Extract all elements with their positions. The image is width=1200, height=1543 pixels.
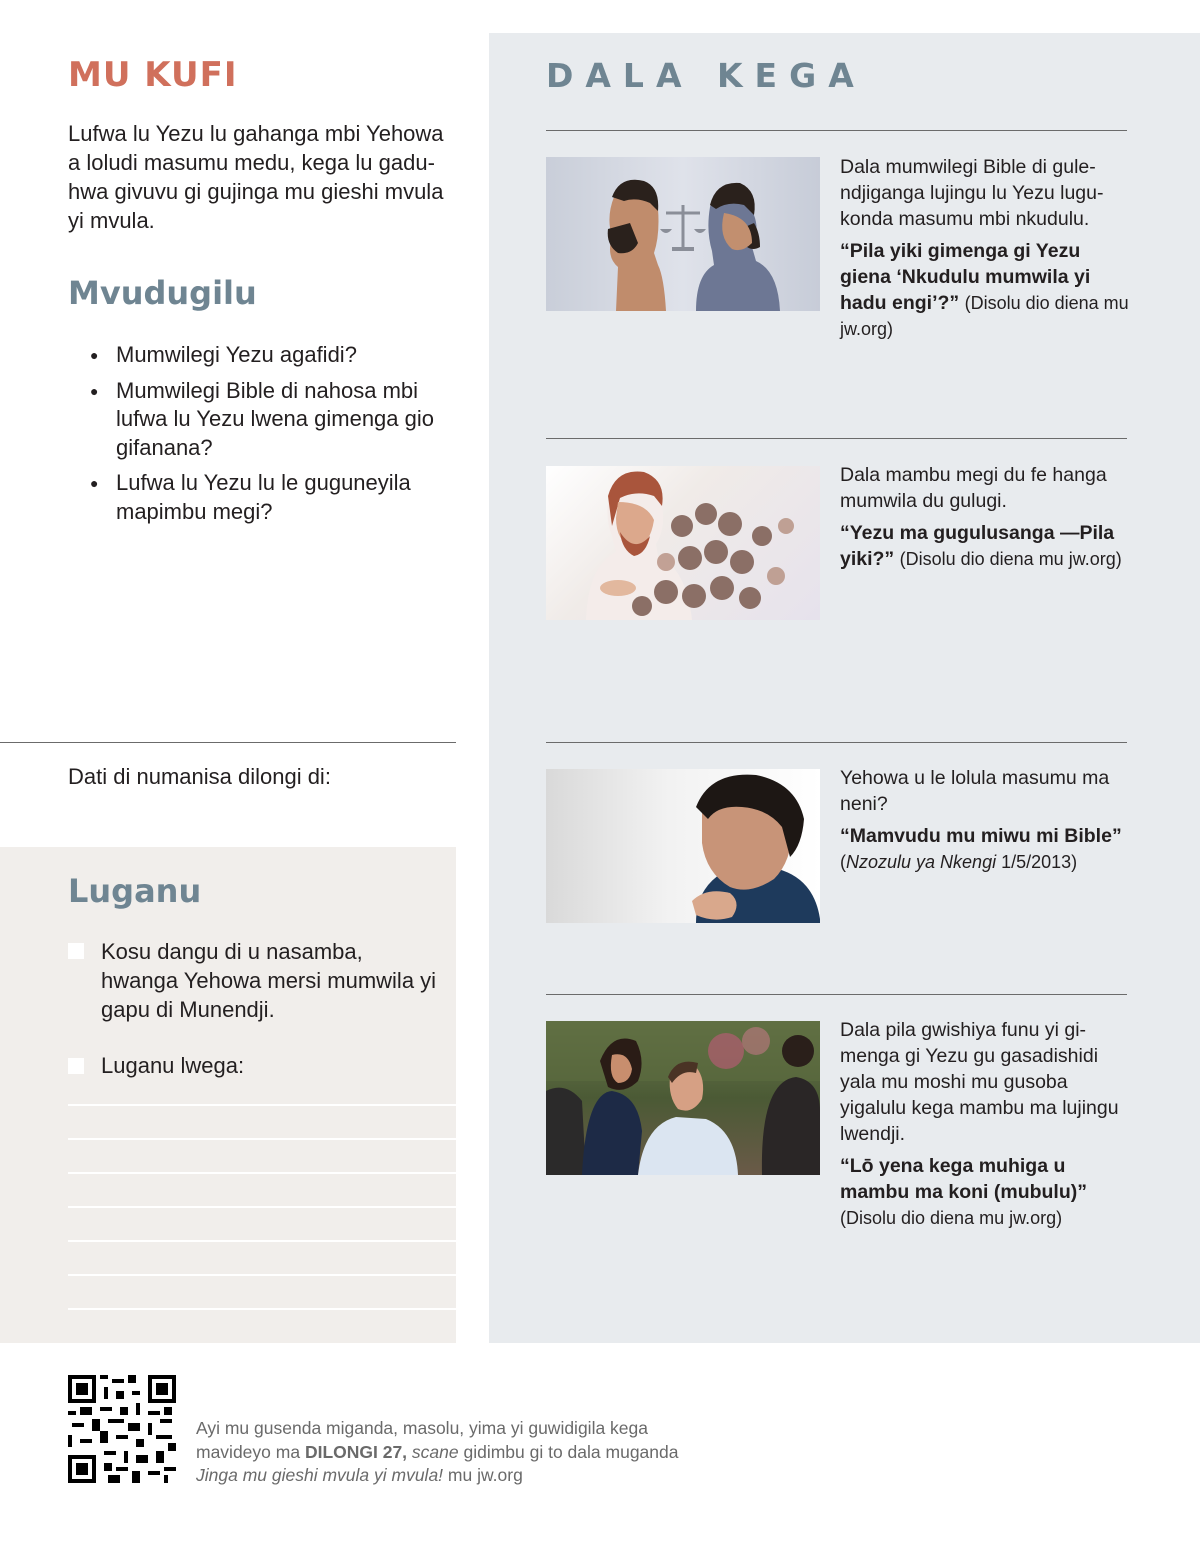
footer-note xyxy=(196,1417,696,1488)
qr-code-icon[interactable] xyxy=(68,1375,176,1483)
article-source: (Disolu dio diena mu jw.org) xyxy=(840,1208,1063,1228)
item-description: Dala pila gwishiya funu yi gimenga gi Yezu gu gasadishidi yala mu moshi mu gusoba yigalulu kega mambu ma lujingu lwendji. xyxy=(840,1019,1119,1145)
magazine-title: Nzozulu ya Nkengi xyxy=(846,852,997,872)
item-description: Yehowa u le lolula masumu ma neni? xyxy=(840,767,1110,815)
goal-checkbox[interactable] xyxy=(68,1058,84,1074)
review-item: ● Mumwilegi Yezu agafidi? xyxy=(90,341,455,370)
divider xyxy=(546,130,1127,131)
writing-line xyxy=(68,1274,456,1276)
footer-text-1: Ayi mu gusenda miganda, masolu, yima yi guwidigila kega mavideyo ma xyxy=(196,1418,649,1462)
review-title: Mvudugilu xyxy=(68,274,257,312)
section-title-summary: MU KUFI xyxy=(68,55,238,95)
illustration-jesus-and-man xyxy=(546,157,820,311)
writing-line xyxy=(68,1138,456,1140)
section-title-further: DALA KEGA xyxy=(546,56,866,95)
footer-text-4: mu jw.org xyxy=(443,1465,523,1485)
goal-checkbox[interactable] xyxy=(68,943,84,959)
article-link[interactable]: “Pila yiki gimenga gi Yezu giena ‘Nkudulu mumwila yi hadu engi’?” xyxy=(840,240,1091,314)
further-item xyxy=(840,154,1130,342)
writing-line xyxy=(68,1206,456,1208)
review-list xyxy=(90,341,455,533)
summary-paragraph: Lufwa lu Yezu lu gahanga mbi Yehowa a loludi masumu medu, kega lu gaduhwa givuvu gi gujinga mu gieshi mvula yi mvula. xyxy=(68,121,444,233)
brochure-title: Jinga mu gieshi mvula yi mvula! xyxy=(196,1465,444,1485)
article-source: (Nzozulu ya Nkengi 1/5/2013) xyxy=(840,852,1078,872)
goal-item: Kosu dangu di u nasamba, hwanga Yehowa mersi mumwila yi gapu di Munendji. xyxy=(101,939,437,1022)
item-description: Dala mambu megi du fe hanga mumwila du gulugi. xyxy=(840,464,1107,512)
photo-people-talking xyxy=(546,1021,820,1175)
writing-line xyxy=(68,1308,456,1310)
further-item xyxy=(840,1017,1130,1231)
further-item xyxy=(840,765,1140,875)
divider xyxy=(546,438,1127,439)
illustration-jesus-and-people xyxy=(546,466,820,620)
writing-line xyxy=(68,1172,456,1174)
writing-line xyxy=(68,1104,456,1106)
review-item: ● Mumwilegi Bible di nahosa mbi lufwa lu Yezu lwena gimenga gio gifanana? xyxy=(90,377,455,463)
article-source: (Disolu dio diena mu jw.org) xyxy=(899,549,1122,569)
divider xyxy=(0,742,456,743)
article-link[interactable]: “Yezu ma gugulusanga —Pila yiki?” xyxy=(840,522,1115,570)
photo-man-praying xyxy=(546,769,820,923)
writing-line xyxy=(68,1240,456,1242)
goal-title: Luganu xyxy=(68,872,202,910)
lesson-number: DILONGI 27, xyxy=(304,1441,408,1462)
goal-panel xyxy=(0,847,456,1343)
review-item: ● Lufwa lu Yezu lu le guguneyila mapimbu megi? xyxy=(90,469,455,526)
footer-text-3: gidimbu gi to dala muganda xyxy=(458,1441,679,1462)
item-description: Dala mumwilegi Bible di gulendjiganga lujingu lu Yezu lugukonda masumu mbi nkudulu. xyxy=(840,156,1104,230)
completion-date-label: Dati di numanisa dilongi di: xyxy=(68,764,331,789)
article-source: (Disolu dio diena mu jw.org) xyxy=(840,293,1129,339)
article-link[interactable]: “Lō yena kega muhiga u mambu ma koni (mubulu)” xyxy=(840,1155,1088,1203)
goal-item: Luganu lwega: xyxy=(101,1053,245,1078)
footer-scan-word: scane xyxy=(407,1441,459,1462)
divider xyxy=(546,742,1127,743)
divider xyxy=(546,994,1127,995)
article-link[interactable]: “Mamvudu mu miwu mi Bible” xyxy=(840,825,1122,847)
magazine-date: 1/5/2013) xyxy=(1001,852,1078,872)
further-item xyxy=(840,462,1130,572)
